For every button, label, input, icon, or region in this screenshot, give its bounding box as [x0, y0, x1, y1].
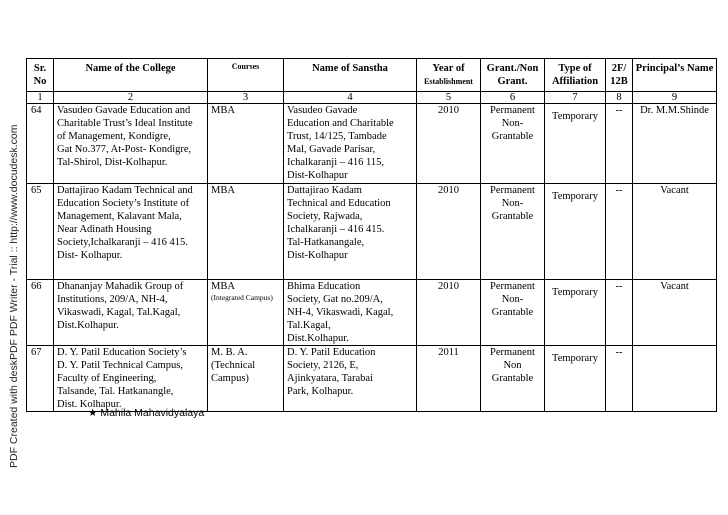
cell-courses-line: MBA: [211, 185, 235, 196]
cell-grant-line: Permanent: [490, 281, 535, 292]
cell-grant-line: Grantable: [491, 373, 534, 384]
cell-grant-line: Grantable: [491, 131, 534, 142]
table-row: [27, 280, 717, 346]
cell-college-line: Institutions, 209/A, NH-4,: [57, 294, 168, 305]
cell-college-line: of Management, Kondigre,: [57, 131, 171, 142]
cell-college-line: Tal-Shirol, Dist-Kolhapur.: [57, 157, 168, 168]
cell-college: [54, 104, 208, 184]
header-principal: Principal’s Name: [633, 59, 717, 92]
cell-sanstha-line: D. Y. Patil Education: [287, 347, 376, 358]
cell-year: 2010: [417, 104, 481, 184]
cell-sanstha-line: Tal-Hatkanangale,: [287, 237, 365, 248]
cell-courses: [208, 346, 284, 412]
cell-college: [54, 184, 208, 280]
cell-2f-12b: --: [606, 104, 633, 184]
cell-college-line: Near Adinath Housing: [57, 224, 152, 235]
cell-grant: [481, 184, 545, 280]
cell-grant-line: Non-: [501, 294, 524, 305]
cell-sanstha-line: Dist.Kolhapur.: [287, 333, 349, 344]
column-number: 1: [27, 92, 54, 104]
cell-affiliation: Temporary: [545, 184, 606, 280]
cell-college-line: Vikaswadi, Kagal, Tal.Kagal,: [57, 307, 181, 318]
cell-sanstha: [284, 280, 417, 346]
cell-grant-line: Non: [503, 360, 522, 371]
cell-grant-line: Permanent: [490, 347, 535, 358]
cell-2f-12b: --: [606, 280, 633, 346]
cell-sanstha-line: Mal, Gavade Parisar,: [287, 144, 376, 155]
cell-college-line: Management, Kalavant Mala,: [57, 211, 182, 222]
cell-courses: [208, 184, 284, 280]
cell-courses: [208, 104, 284, 184]
cell-sanstha-line: Technical and Education: [287, 198, 391, 209]
column-number: 3: [208, 92, 284, 104]
cell-sanstha-line: Vasudeo Gavade: [287, 105, 358, 116]
cell-principal: Vacant: [633, 280, 717, 346]
cell-sanstha: [284, 184, 417, 280]
cell-sanstha-line: Dattajirao Kadam: [287, 185, 362, 196]
cell-courses-line: (Technical: [211, 360, 256, 371]
cell-sanstha-line: Dist-Kolhapur: [287, 250, 348, 261]
cell-2f-12b: --: [606, 346, 633, 412]
cell-sanstha-line: Society, Rajwada,: [287, 211, 363, 222]
table-row: [27, 346, 717, 412]
cell-grant-line: Permanent: [490, 185, 535, 196]
cell-grant-line: Non-: [501, 118, 524, 129]
watermark: [6, 88, 20, 468]
cell-college-line: Education Society’s Institute of: [57, 198, 190, 209]
column-number-row: [27, 92, 717, 104]
header-sanstha: Name of Sanstha: [284, 59, 417, 92]
cell-college-line: Gat No.377, At-Post- Kondigre,: [57, 144, 192, 155]
column-number: 8: [606, 92, 633, 104]
cell-courses-line: M. B. A.: [211, 347, 248, 358]
header-college: Name of the College: [54, 59, 208, 92]
watermark-text: PDF Created with deskPDF PDF Writer - Trial :: http://www.docudesk.com: [8, 124, 20, 468]
cell-courses-line: MBA: [211, 281, 235, 292]
cell-principal: Vacant: [633, 184, 717, 280]
table-row: [27, 104, 717, 184]
cell-college-line: Dattajirao Kadam Technical and: [57, 185, 193, 196]
cell-sanstha: [284, 104, 417, 184]
cell-college-line: Charitable Trust’s Ideal Institute: [57, 118, 193, 129]
cell-grant-line: Permanent: [490, 105, 535, 116]
cell-grant: [481, 104, 545, 184]
cell-principal: Dr. M.M.Shinde: [633, 104, 717, 184]
cell-courses-line: Campus): [211, 373, 249, 384]
cell-college-line: Vasudeo Gavade Education and: [57, 105, 191, 116]
cell-college-line: Society,Ichalkaranji – 416 415.: [57, 237, 188, 248]
column-number: 5: [417, 92, 481, 104]
header-2f-12b: 2F/ 12B: [606, 59, 633, 92]
cell-year: 2010: [417, 280, 481, 346]
cell-grant: [481, 280, 545, 346]
cell-sanstha-line: Dist-Kolhapur: [287, 170, 348, 181]
header-affiliation: Type of Affiliation: [545, 59, 606, 92]
cell-principal: [633, 346, 717, 412]
cell-year: 2011: [417, 346, 481, 412]
cell-sanstha-line: Trust, 14/125, Tambade: [287, 131, 387, 142]
cell-sanstha-line: Tal.Kagal,: [287, 320, 331, 331]
cell-grant-line: Non-: [501, 198, 524, 209]
cell-sr: 65: [27, 184, 54, 280]
cell-college-line: Dist. Kolhapur.: [57, 399, 122, 410]
cell-college-line: Dist- Kolhapur.: [57, 250, 123, 261]
cell-sanstha-line: Bhima Education: [287, 281, 361, 292]
colleges-table: [26, 58, 717, 412]
cell-year: 2010: [417, 184, 481, 280]
cell-sanstha-line: Ichalkaranji – 416 115,: [287, 157, 384, 168]
cell-2f-12b: --: [606, 184, 633, 280]
cell-grant-line: Grantable: [491, 211, 534, 222]
column-number: 6: [481, 92, 545, 104]
footnote: ★ Mahila Mahavidyalaya: [88, 407, 205, 419]
cell-sanstha-line: Ichalkaranji – 416 415.: [287, 224, 385, 235]
cell-sanstha-line: Society, 2126, E,: [287, 360, 359, 371]
cell-grant: [481, 346, 545, 412]
cell-college-line: Talsande, Tal. Hatkanangle,: [57, 386, 174, 397]
cell-college-line: D. Y. Patil Education Society’s: [57, 347, 187, 358]
cell-sanstha-line: Society, Gat no.209/A,: [287, 294, 383, 305]
column-number: 4: [284, 92, 417, 104]
cell-sanstha: [284, 346, 417, 412]
cell-affiliation: Temporary: [545, 104, 606, 184]
cell-college-line: Dhananjay Mahadik Group of: [57, 281, 184, 292]
cell-affiliation: Temporary: [545, 280, 606, 346]
cell-college-line: D. Y. Patil Technical Campus,: [57, 360, 183, 371]
cell-sanstha-line: Park, Kolhapur.: [287, 386, 354, 397]
cell-sr: 64: [27, 104, 54, 184]
header-courses: Courses: [208, 59, 284, 92]
cell-affiliation: Temporary: [545, 346, 606, 412]
cell-sr: 67: [27, 346, 54, 412]
cell-college-line: Faculty of Engineering,: [57, 373, 157, 384]
cell-courses: [208, 280, 284, 346]
cell-sanstha-line: Education and Charitable: [287, 118, 394, 129]
cell-college: [54, 346, 208, 412]
cell-college: [54, 280, 208, 346]
cell-courses-sub: (Integrated Campus): [211, 293, 273, 302]
header-year: Year of Establishment: [417, 59, 481, 92]
column-number: 9: [633, 92, 717, 104]
header-sr: Sr. No: [27, 59, 54, 92]
cell-sanstha-line: NH-4, Vikaswadi, Kagal,: [287, 307, 394, 318]
header-row: [27, 59, 717, 92]
table-row: [27, 184, 717, 280]
cell-grant-line: Grantable: [491, 307, 534, 318]
cell-courses-line: MBA: [211, 105, 235, 116]
cell-sanstha-line: Ajinkyatara, Tarabai: [287, 373, 373, 384]
cell-sr: 66: [27, 280, 54, 346]
column-number: 7: [545, 92, 606, 104]
column-number: 2: [54, 92, 208, 104]
header-grant: Grant./Non Grant.: [481, 59, 545, 92]
cell-college-line: Dist.Kolhapur.: [57, 320, 119, 331]
